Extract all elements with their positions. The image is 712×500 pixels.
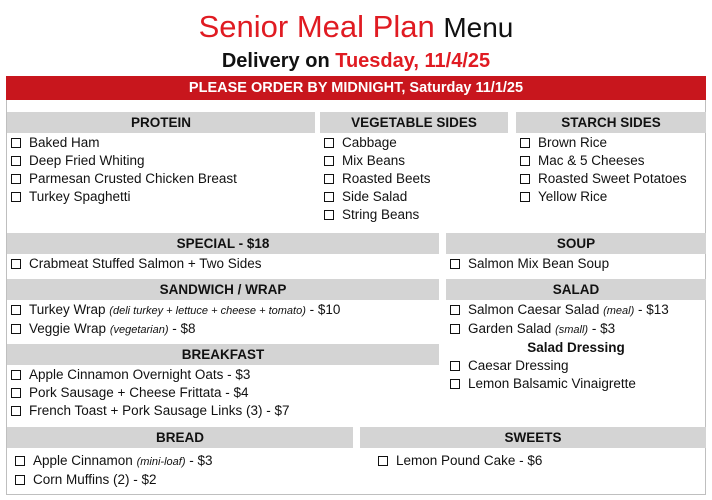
soup-heading: SOUP — [446, 233, 706, 254]
salad-dressing-heading: Salad Dressing — [527, 340, 625, 355]
salad-list — [446, 301, 706, 339]
list-item[interactable]: Deep Fried Whiting — [7, 152, 315, 170]
delivery-prefix: Delivery on — [221, 50, 330, 72]
list-item[interactable]: Apple Cinnamon (mini-loaf) - $3 — [11, 452, 353, 471]
checkbox-icon[interactable] — [450, 361, 460, 371]
list-item[interactable]: Mix Beans — [320, 152, 508, 170]
checkbox-icon[interactable] — [11, 138, 21, 148]
checkbox-icon[interactable] — [450, 259, 460, 269]
breakfast-list — [7, 366, 439, 420]
protein-heading: PROTEIN — [7, 112, 315, 133]
vegetable-sides-list — [320, 134, 508, 224]
checkbox-icon[interactable] — [324, 210, 334, 220]
list-item[interactable]: String Beans — [320, 206, 508, 224]
list-item[interactable]: Apple Cinnamon Overnight Oats - $3 — [7, 366, 439, 384]
checkbox-icon[interactable] — [11, 324, 21, 334]
list-item[interactable]: Side Salad — [320, 188, 508, 206]
title-red: Senior Meal Plan — [198, 9, 435, 44]
list-item[interactable]: Salmon Caesar Salad (meal) - $13 — [446, 301, 706, 320]
checkbox-icon[interactable] — [11, 406, 21, 416]
page-title — [0, 8, 712, 47]
special-section — [7, 233, 439, 273]
breakfast-section — [7, 344, 439, 420]
list-item[interactable]: Parmesan Crusted Chicken Breast — [7, 170, 315, 188]
checkbox-icon[interactable] — [11, 305, 21, 315]
list-item[interactable]: Crabmeat Stuffed Salmon + Two Sides — [7, 255, 439, 273]
delivery-line — [0, 48, 712, 74]
protein-section — [7, 112, 315, 206]
checkbox-icon[interactable] — [324, 192, 334, 202]
list-item[interactable]: Turkey Spaghetti — [7, 188, 315, 206]
checkbox-icon[interactable] — [11, 174, 21, 184]
checkbox-icon[interactable] — [378, 456, 388, 466]
list-item[interactable]: Pork Sausage + Cheese Frittata - $4 — [7, 384, 439, 402]
checkbox-icon[interactable] — [15, 456, 25, 466]
salad-dressing-list — [446, 357, 706, 393]
list-item[interactable]: Roasted Beets — [320, 170, 508, 188]
checkbox-icon[interactable] — [450, 379, 460, 389]
checkbox-icon[interactable] — [520, 138, 530, 148]
delivery-date: Tuesday, 11/4/25 — [335, 50, 491, 72]
list-item[interactable]: French Toast + Pork Sausage Links (3) - $7 — [7, 402, 439, 420]
checkbox-icon[interactable] — [520, 156, 530, 166]
special-list — [7, 255, 439, 273]
checkbox-icon[interactable] — [324, 138, 334, 148]
checkbox-icon[interactable] — [450, 305, 460, 315]
checkbox-icon[interactable] — [520, 174, 530, 184]
starch-sides-section — [516, 112, 706, 206]
list-item[interactable]: Cabbage — [320, 134, 508, 152]
bread-section — [7, 427, 353, 489]
sweets-section — [360, 427, 706, 470]
list-item[interactable]: Baked Ham — [7, 134, 315, 152]
checkbox-icon[interactable] — [11, 192, 21, 202]
list-item[interactable]: Brown Rice — [516, 134, 706, 152]
list-item[interactable]: Mac & 5 Cheeses — [516, 152, 706, 170]
salad-section — [446, 279, 706, 393]
sandwich-heading: SANDWICH / WRAP — [7, 279, 439, 300]
list-item[interactable]: Lemon Pound Cake - $6 — [374, 452, 706, 470]
bread-heading: BREAD — [7, 427, 353, 448]
sweets-list — [360, 452, 706, 470]
list-item[interactable]: Garden Salad (small) - $3 — [446, 320, 706, 339]
sweets-heading: SWEETS — [360, 427, 706, 448]
vegetable-sides-heading: VEGETABLE SIDES — [320, 112, 508, 133]
list-item[interactable]: Veggie Wrap (vegetarian) - $8 — [7, 320, 439, 339]
checkbox-icon[interactable] — [520, 192, 530, 202]
vegetable-sides-section — [320, 112, 508, 224]
sandwich-list — [7, 301, 439, 339]
checkbox-icon[interactable] — [324, 174, 334, 184]
list-item[interactable]: Caesar Dressing — [446, 357, 706, 375]
breakfast-heading: BREAKFAST — [7, 344, 439, 365]
list-item[interactable]: Roasted Sweet Potatoes — [516, 170, 706, 188]
salad-heading: SALAD — [446, 279, 706, 300]
checkbox-icon[interactable] — [450, 324, 460, 334]
list-item[interactable]: Lemon Balsamic Vinaigrette — [446, 375, 706, 393]
protein-list — [7, 134, 315, 206]
list-item[interactable]: Salmon Mix Bean Soup — [446, 255, 706, 273]
list-item[interactable]: Yellow Rice — [516, 188, 706, 206]
bread-list — [7, 452, 353, 489]
checkbox-icon[interactable] — [11, 156, 21, 166]
checkbox-icon[interactable] — [11, 388, 21, 398]
list-item[interactable]: Turkey Wrap (deli turkey + lettuce + cheese + tomato) - $10 — [7, 301, 439, 320]
soup-section — [446, 233, 706, 273]
title-black: Menu — [443, 12, 514, 43]
starch-sides-heading: STARCH SIDES — [516, 112, 706, 133]
list-item[interactable]: Corn Muffins (2) - $2 — [11, 471, 353, 489]
checkbox-icon[interactable] — [11, 370, 21, 380]
checkbox-icon[interactable] — [324, 156, 334, 166]
checkbox-icon[interactable] — [15, 475, 25, 485]
sandwich-section — [7, 279, 439, 339]
checkbox-icon[interactable] — [11, 259, 21, 269]
order-deadline-banner: PLEASE ORDER BY MIDNIGHT, Saturday 11/1/25 — [6, 76, 706, 100]
soup-list — [446, 255, 706, 273]
special-heading: SPECIAL - $18 — [7, 233, 439, 254]
starch-sides-list — [516, 134, 706, 206]
